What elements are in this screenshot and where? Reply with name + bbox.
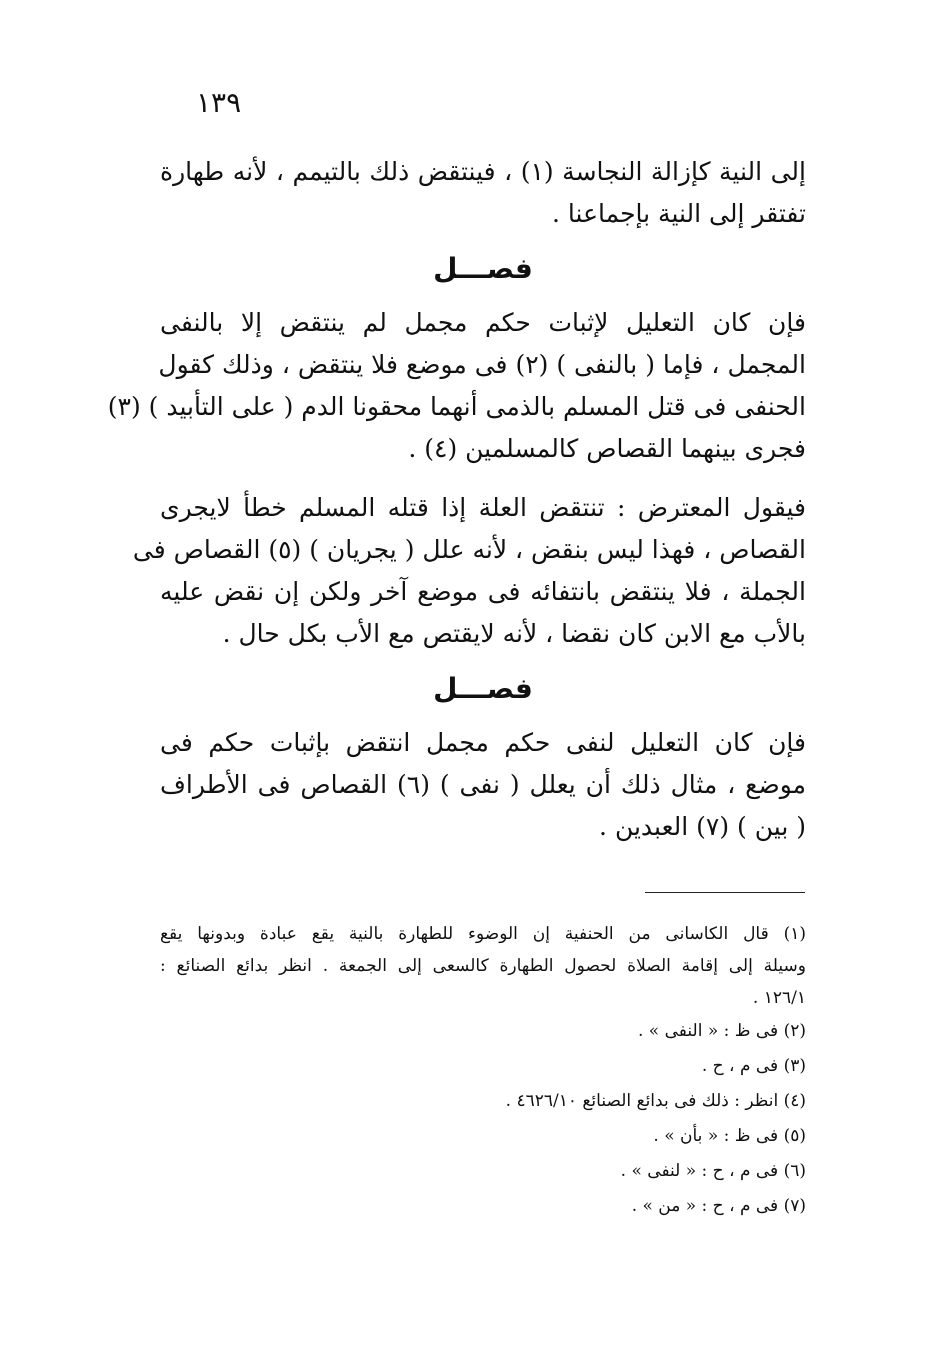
- footnote-divider: [645, 892, 805, 893]
- text-line: ( بين ) (٧) العبدين .: [599, 812, 806, 841]
- paragraph-2: [107, 302, 806, 470]
- footnote-7: (٧) فى م ، ح : « من » .: [631, 1196, 806, 1216]
- text-line: الحنفى فى قتل المسلم بالذمى أنهما محقونا الدم ( على التأبيد ) (٣): [107, 392, 806, 421]
- footnote-line: (١) قال الكاسانى من الحنفية إن الوضوء للطهارة بالنية يقع عبادة وبدونها يقع: [160, 924, 806, 944]
- text-line: موضع ، مثال ذلك أن يعلل ( نفى ) (٦) القصاص فى الأطراف: [160, 770, 807, 799]
- text-line: فيقول المعترض : تنتقض العلة إذا قتله المسلم خطأ لايجرى: [160, 493, 806, 522]
- section-heading: فصـــل: [433, 672, 533, 705]
- paragraph-1: [160, 151, 806, 235]
- text-line: إلى النية كإزالة النجاسة (١) ، فينتقض ذلك بالتيمم ، لأنه طهارة: [160, 157, 806, 186]
- paragraph-3: [132, 487, 806, 655]
- footnotes: [160, 918, 806, 1224]
- text-line: القصاص ، فهذا ليس بنقض ، لأنه علل ( يجريان ) (٥) القصاص فى: [132, 535, 806, 564]
- footnote-6: (٦) فى م ، ح : « لنفى » .: [620, 1161, 806, 1181]
- footnote-4: (٤) انظر : ذلك فى بدائع الصنائع ٤٦٢٦/١٠ .: [505, 1091, 806, 1111]
- text-line: فإن كان التعليل لنفى حكم مجمل انتقض بإثبات حكم فى: [160, 728, 807, 757]
- footnote-5: (٥) فى ظ : « بأن » .: [653, 1126, 806, 1146]
- page-number: ١٣٩: [196, 86, 242, 119]
- paragraph-4: [160, 722, 806, 848]
- text-line: المجمل ، فإما ( بالنفى ) (٢) فى موضع فلا ينتقض ، وذلك كقول: [158, 350, 806, 379]
- text-line: فإن كان التعليل لإثبات حكم مجمل لم ينتقض إلا بالنفى: [160, 308, 806, 337]
- footnote-3: (٣) فى م ، ح .: [701, 1056, 806, 1076]
- text-line: فجرى بينهما القصاص كالمسلمين (٤) .: [408, 434, 806, 463]
- footnote-line: وسيلة إلى إقامة الصلاة لحصول الطهارة كالسعى إلى الجمعة . انظر بدائع الصنائع :: [160, 956, 806, 976]
- footnote-2: (٢) فى ظ : « النفى » .: [638, 1021, 806, 1041]
- text-line: تفتقر إلى النية بإجماعنا .: [552, 199, 806, 228]
- footnote-line: ١٢٦/١ .: [752, 988, 806, 1008]
- text-line: بالأب مع الابن كان نقضا ، لأنه لايقتص مع الأب بكل حال .: [222, 619, 806, 648]
- text-line: الجملة ، فلا ينتقض بانتفائه فى موضع آخر ولكن إن نقض عليه: [160, 577, 806, 606]
- section-heading: فصـــل: [433, 252, 533, 285]
